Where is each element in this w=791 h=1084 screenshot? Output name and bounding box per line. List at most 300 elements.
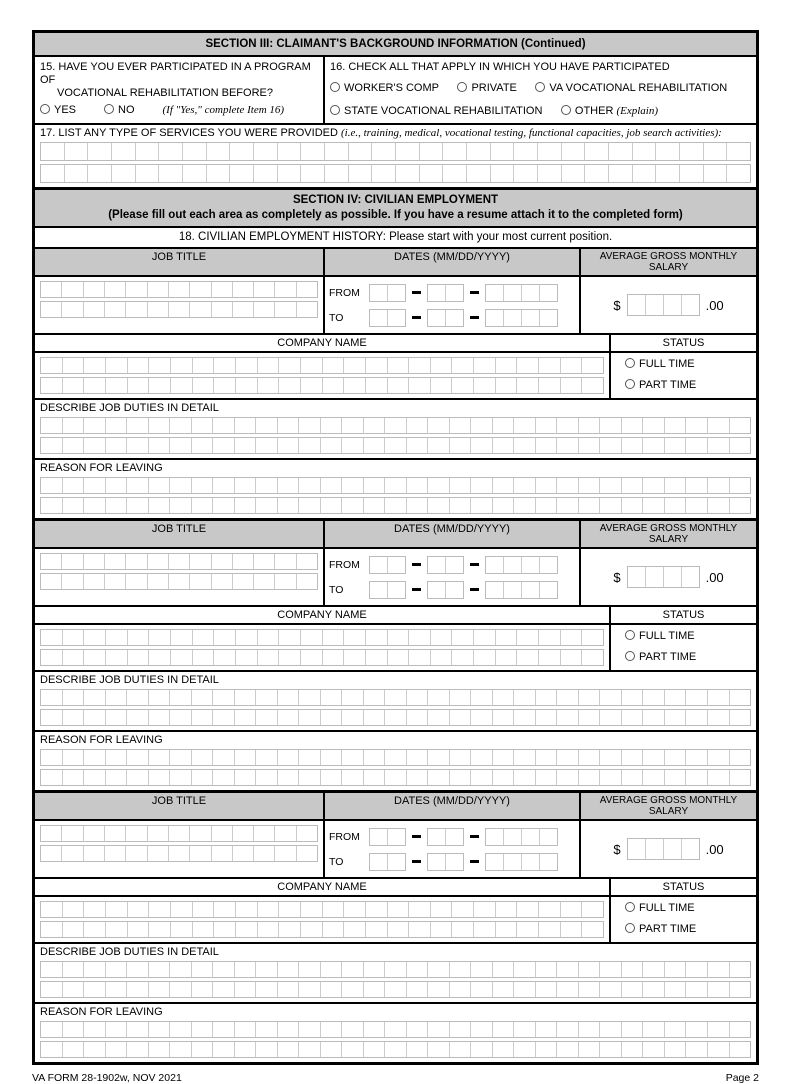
radio-icon[interactable]: [625, 651, 635, 661]
comb-cell[interactable]: [557, 962, 579, 977]
comb-cell[interactable]: [420, 165, 444, 182]
comb-cell[interactable]: [192, 710, 214, 725]
comb-cell[interactable]: [256, 690, 278, 705]
comb-cell[interactable]: [256, 750, 278, 765]
comb-cell[interactable]: [256, 418, 278, 433]
comb-cell[interactable]: [450, 478, 472, 493]
comb-cell[interactable]: [41, 418, 63, 433]
comb-cell[interactable]: [493, 478, 515, 493]
comb-cell[interactable]: [84, 554, 105, 569]
comb-cell[interactable]: [41, 302, 62, 317]
comb-cell[interactable]: [84, 770, 106, 785]
comb-cell[interactable]: [41, 750, 63, 765]
comb-cell[interactable]: [275, 302, 296, 317]
comb-cell[interactable]: [254, 826, 275, 841]
comb-cell[interactable]: [471, 478, 493, 493]
comb-cell[interactable]: [148, 574, 169, 589]
comb-cell[interactable]: [258, 902, 280, 917]
comb-cell[interactable]: [192, 498, 214, 513]
comb-cell[interactable]: [557, 498, 579, 513]
comb-cell[interactable]: [536, 438, 558, 453]
comb-cell[interactable]: [62, 302, 83, 317]
comb-cell[interactable]: [149, 418, 171, 433]
comb-cell[interactable]: [496, 650, 518, 665]
comb-cell[interactable]: [106, 770, 128, 785]
comb-cell[interactable]: [582, 358, 603, 373]
job-1-status-full-time[interactable]: [625, 358, 756, 370]
comb-cell[interactable]: [170, 982, 192, 997]
comb-cell[interactable]: [128, 358, 150, 373]
comb-cell[interactable]: [388, 854, 405, 870]
comb-cell[interactable]: [579, 710, 601, 725]
comb-cell[interactable]: [106, 1042, 128, 1057]
comb-cell[interactable]: [366, 922, 388, 937]
comb-cell[interactable]: [452, 630, 474, 645]
job-2-salary-input[interactable]: [627, 566, 700, 588]
comb-cell[interactable]: [256, 478, 278, 493]
comb-cell[interactable]: [170, 1042, 192, 1057]
comb-cell[interactable]: [686, 982, 708, 997]
comb-cell[interactable]: [656, 143, 680, 160]
comb-cell[interactable]: [275, 846, 296, 861]
comb-cell[interactable]: [41, 846, 62, 861]
comb-cell[interactable]: [258, 922, 280, 937]
comb-cell[interactable]: [409, 922, 431, 937]
comb-cell[interactable]: [366, 650, 388, 665]
comb-cell[interactable]: [493, 770, 515, 785]
comb-cell[interactable]: [192, 438, 214, 453]
comb-cell[interactable]: [496, 902, 518, 917]
comb-cell[interactable]: [254, 282, 275, 297]
comb-cell[interactable]: [643, 418, 665, 433]
comb-cell[interactable]: [171, 902, 193, 917]
comb-cell[interactable]: [301, 143, 325, 160]
comb-cell[interactable]: [84, 710, 106, 725]
comb-cell[interactable]: [41, 962, 63, 977]
comb-cell[interactable]: [514, 750, 536, 765]
comb-cell[interactable]: [193, 378, 215, 393]
comb-cell[interactable]: [342, 710, 364, 725]
comb-cell[interactable]: [364, 1042, 386, 1057]
comb-cell[interactable]: [370, 285, 388, 301]
comb-cell[interactable]: [514, 143, 538, 160]
comb-cell[interactable]: [388, 829, 405, 845]
comb-cell[interactable]: [385, 1042, 407, 1057]
comb-cell[interactable]: [63, 770, 85, 785]
comb-cell[interactable]: [279, 650, 301, 665]
comb-cell[interactable]: [514, 418, 536, 433]
comb-cell[interactable]: [84, 982, 106, 997]
date-from-month[interactable]: [369, 284, 406, 302]
comb-cell[interactable]: [420, 143, 444, 160]
comb-cell[interactable]: [557, 982, 579, 997]
comb-cell[interactable]: [388, 358, 410, 373]
comb-cell[interactable]: [84, 438, 106, 453]
comb-cell[interactable]: [388, 557, 405, 573]
comb-cell[interactable]: [63, 418, 85, 433]
comb-cell[interactable]: [84, 690, 106, 705]
comb-cell[interactable]: [665, 710, 687, 725]
comb-cell[interactable]: [344, 630, 366, 645]
comb-cell[interactable]: [149, 1042, 171, 1057]
comb-cell[interactable]: [409, 358, 431, 373]
comb-cell[interactable]: [149, 962, 171, 977]
comb-cell[interactable]: [517, 378, 539, 393]
comb-cell[interactable]: [63, 690, 85, 705]
comb-cell[interactable]: [258, 358, 280, 373]
comb-cell[interactable]: [213, 770, 235, 785]
comb-cell[interactable]: [686, 498, 708, 513]
comb-cell[interactable]: [665, 982, 687, 997]
job-2-job-title-row-2[interactable]: [40, 573, 318, 590]
comb-cell[interactable]: [540, 854, 557, 870]
comb-cell[interactable]: [233, 826, 254, 841]
comb-cell[interactable]: [409, 902, 431, 917]
comb-cell[interactable]: [321, 690, 343, 705]
comb-cell[interactable]: [450, 962, 472, 977]
comb-cell[interactable]: [256, 438, 278, 453]
comb-cell[interactable]: [323, 922, 345, 937]
comb-cell[interactable]: [235, 982, 257, 997]
comb-cell[interactable]: [63, 438, 85, 453]
comb-cell[interactable]: [171, 650, 193, 665]
comb-cell[interactable]: [105, 574, 126, 589]
comb-cell[interactable]: [170, 690, 192, 705]
job-1-duties-row-2[interactable]: [40, 437, 751, 454]
comb-cell[interactable]: [680, 143, 704, 160]
comb-cell[interactable]: [278, 750, 300, 765]
comb-cell[interactable]: [493, 1042, 515, 1057]
comb-cell[interactable]: [84, 498, 106, 513]
job-1-salary-input[interactable]: [627, 294, 700, 316]
comb-cell[interactable]: [41, 650, 63, 665]
comb-cell[interactable]: [486, 582, 504, 598]
comb-cell[interactable]: [63, 498, 85, 513]
comb-cell[interactable]: [127, 498, 149, 513]
job-1-company-name-row-2[interactable]: [40, 377, 604, 394]
comb-cell[interactable]: [633, 143, 657, 160]
comb-cell[interactable]: [149, 438, 171, 453]
comb-cell[interactable]: [388, 650, 410, 665]
comb-cell[interactable]: [127, 750, 149, 765]
comb-cell[interactable]: [63, 378, 85, 393]
comb-cell[interactable]: [41, 690, 63, 705]
comb-cell[interactable]: [65, 165, 89, 182]
job-2-company-name-row-2[interactable]: [40, 649, 604, 666]
comb-cell[interactable]: [536, 1022, 558, 1037]
comb-cell[interactable]: [213, 962, 235, 977]
comb-cell[interactable]: [643, 1042, 665, 1057]
comb-cell[interactable]: [128, 630, 150, 645]
comb-cell[interactable]: [63, 478, 85, 493]
comb-cell[interactable]: [149, 710, 171, 725]
comb-cell[interactable]: [169, 846, 190, 861]
comb-cell[interactable]: [443, 165, 467, 182]
comb-cell[interactable]: [493, 710, 515, 725]
item17-input-row-2[interactable]: [40, 164, 751, 183]
comb-cell[interactable]: [385, 438, 407, 453]
comb-cell[interactable]: [407, 770, 429, 785]
comb-cell[interactable]: [370, 557, 388, 573]
comb-cell[interactable]: [342, 962, 364, 977]
comb-cell[interactable]: [622, 982, 644, 997]
comb-cell[interactable]: [366, 630, 388, 645]
comb-cell[interactable]: [342, 418, 364, 433]
comb-cell[interactable]: [579, 1042, 601, 1057]
comb-cell[interactable]: [342, 1022, 364, 1037]
comb-cell[interactable]: [409, 378, 431, 393]
comb-cell[interactable]: [193, 922, 215, 937]
comb-cell[interactable]: [278, 165, 302, 182]
comb-cell[interactable]: [41, 922, 63, 937]
comb-cell[interactable]: [256, 710, 278, 725]
comb-cell[interactable]: [212, 554, 233, 569]
comb-cell[interactable]: [149, 922, 171, 937]
comb-cell[interactable]: [385, 478, 407, 493]
comb-cell[interactable]: [235, 690, 257, 705]
comb-cell[interactable]: [665, 962, 687, 977]
comb-cell[interactable]: [342, 438, 364, 453]
comb-cell[interactable]: [301, 902, 323, 917]
comb-cell[interactable]: [106, 902, 128, 917]
comb-cell[interactable]: [704, 165, 728, 182]
comb-cell[interactable]: [126, 826, 147, 841]
comb-cell[interactable]: [665, 750, 687, 765]
comb-cell[interactable]: [622, 710, 644, 725]
comb-cell[interactable]: [148, 282, 169, 297]
comb-cell[interactable]: [579, 750, 601, 765]
comb-cell[interactable]: [41, 1022, 63, 1037]
comb-cell[interactable]: [582, 922, 603, 937]
item15-no-option[interactable]: [104, 104, 135, 116]
comb-cell[interactable]: [522, 854, 540, 870]
comb-cell[interactable]: [321, 710, 343, 725]
comb-cell[interactable]: [557, 1022, 579, 1037]
comb-cell[interactable]: [708, 1022, 730, 1037]
comb-cell[interactable]: [84, 922, 106, 937]
comb-cell[interactable]: [665, 1022, 687, 1037]
comb-cell[interactable]: [258, 630, 280, 645]
comb-cell[interactable]: [514, 478, 536, 493]
comb-cell[interactable]: [496, 630, 518, 645]
comb-cell[interactable]: [539, 902, 561, 917]
comb-cell[interactable]: [431, 630, 453, 645]
comb-cell[interactable]: [708, 418, 730, 433]
comb-cell[interactable]: [557, 478, 579, 493]
date-from-day[interactable]: [427, 556, 464, 574]
comb-cell[interactable]: [364, 770, 386, 785]
job-1-job-title-row-2[interactable]: [40, 301, 318, 318]
comb-cell[interactable]: [278, 690, 300, 705]
comb-cell[interactable]: [452, 902, 474, 917]
job-1-reason-row-1[interactable]: [40, 477, 751, 494]
date-from-year[interactable]: [485, 828, 558, 846]
comb-cell[interactable]: [474, 922, 496, 937]
comb-cell[interactable]: [385, 1022, 407, 1037]
comb-cell[interactable]: [342, 478, 364, 493]
comb-cell[interactable]: [84, 302, 105, 317]
comb-cell[interactable]: [349, 143, 373, 160]
comb-cell[interactable]: [299, 418, 321, 433]
job-1-reason-row-2[interactable]: [40, 497, 751, 514]
comb-cell[interactable]: [297, 282, 317, 297]
comb-cell[interactable]: [579, 498, 601, 513]
comb-cell[interactable]: [88, 165, 112, 182]
comb-cell[interactable]: [474, 650, 496, 665]
comb-cell[interactable]: [213, 690, 235, 705]
comb-cell[interactable]: [170, 1022, 192, 1037]
comb-cell[interactable]: [446, 829, 463, 845]
comb-cell[interactable]: [467, 165, 491, 182]
comb-cell[interactable]: [370, 582, 388, 598]
comb-cell[interactable]: [169, 554, 190, 569]
comb-cell[interactable]: [254, 846, 275, 861]
date-to-month[interactable]: [369, 309, 406, 327]
comb-cell[interactable]: [643, 750, 665, 765]
comb-cell[interactable]: [536, 770, 558, 785]
comb-cell[interactable]: [106, 630, 128, 645]
comb-cell[interactable]: [207, 143, 231, 160]
comb-cell[interactable]: [279, 630, 301, 645]
job-3-duties-row-1[interactable]: [40, 961, 751, 978]
comb-cell[interactable]: [557, 750, 579, 765]
comb-cell[interactable]: [321, 982, 343, 997]
comb-cell[interactable]: [562, 143, 586, 160]
comb-cell[interactable]: [84, 962, 106, 977]
comb-cell[interactable]: [622, 1022, 644, 1037]
comb-cell[interactable]: [450, 750, 472, 765]
comb-cell[interactable]: [407, 1042, 429, 1057]
comb-cell[interactable]: [41, 282, 62, 297]
comb-cell[interactable]: [622, 690, 644, 705]
comb-cell[interactable]: [297, 846, 317, 861]
comb-cell[interactable]: [84, 750, 106, 765]
comb-cell[interactable]: [504, 854, 522, 870]
comb-cell[interactable]: [299, 478, 321, 493]
comb-cell[interactable]: [504, 285, 522, 301]
comb-cell[interactable]: [493, 750, 515, 765]
comb-cell[interactable]: [388, 378, 410, 393]
comb-cell[interactable]: [730, 770, 751, 785]
comb-cell[interactable]: [112, 143, 136, 160]
comb-cell[interactable]: [628, 295, 646, 315]
comb-cell[interactable]: [600, 690, 622, 705]
comb-cell[interactable]: [256, 1042, 278, 1057]
comb-cell[interactable]: [236, 650, 258, 665]
comb-cell[interactable]: [193, 902, 215, 917]
comb-cell[interactable]: [127, 690, 149, 705]
comb-cell[interactable]: [84, 630, 106, 645]
date-to-year[interactable]: [485, 853, 558, 871]
radio-icon[interactable]: [330, 82, 340, 92]
comb-cell[interactable]: [275, 282, 296, 297]
comb-cell[interactable]: [522, 310, 540, 326]
comb-cell[interactable]: [446, 310, 463, 326]
comb-cell[interactable]: [106, 650, 128, 665]
comb-cell[interactable]: [407, 710, 429, 725]
comb-cell[interactable]: [686, 1022, 708, 1037]
date-to-day[interactable]: [427, 309, 464, 327]
comb-cell[interactable]: [41, 982, 63, 997]
comb-cell[interactable]: [536, 750, 558, 765]
comb-cell[interactable]: [471, 1022, 493, 1037]
comb-cell[interactable]: [299, 1042, 321, 1057]
comb-cell[interactable]: [193, 650, 215, 665]
comb-cell[interactable]: [643, 438, 665, 453]
comb-cell[interactable]: [471, 750, 493, 765]
job-3-job-title-row-1[interactable]: [40, 825, 318, 842]
comb-cell[interactable]: [236, 358, 258, 373]
comb-cell[interactable]: [105, 282, 126, 297]
comb-cell[interactable]: [364, 1022, 386, 1037]
comb-cell[interactable]: [582, 650, 603, 665]
comb-cell[interactable]: [63, 630, 85, 645]
comb-cell[interactable]: [214, 650, 236, 665]
comb-cell[interactable]: [41, 554, 62, 569]
comb-cell[interactable]: [126, 302, 147, 317]
comb-cell[interactable]: [600, 710, 622, 725]
comb-cell[interactable]: [41, 574, 62, 589]
comb-cell[interactable]: [190, 554, 211, 569]
comb-cell[interactable]: [452, 650, 474, 665]
comb-cell[interactable]: [686, 770, 708, 785]
comb-cell[interactable]: [727, 165, 750, 182]
comb-cell[interactable]: [254, 143, 278, 160]
comb-cell[interactable]: [600, 478, 622, 493]
comb-cell[interactable]: [385, 750, 407, 765]
comb-cell[interactable]: [256, 1022, 278, 1037]
comb-cell[interactable]: [407, 1022, 429, 1037]
comb-cell[interactable]: [212, 302, 233, 317]
comb-cell[interactable]: [278, 770, 300, 785]
comb-cell[interactable]: [84, 1022, 106, 1037]
comb-cell[interactable]: [407, 750, 429, 765]
comb-cell[interactable]: [561, 630, 583, 645]
comb-cell[interactable]: [323, 378, 345, 393]
comb-cell[interactable]: [536, 962, 558, 977]
comb-cell[interactable]: [321, 962, 343, 977]
comb-cell[interactable]: [609, 143, 633, 160]
job-3-company-name-row-2[interactable]: [40, 921, 604, 938]
comb-cell[interactable]: [41, 498, 63, 513]
comb-cell[interactable]: [450, 1022, 472, 1037]
comb-cell[interactable]: [428, 557, 446, 573]
comb-cell[interactable]: [321, 418, 343, 433]
item16-option-state-voc-rehab[interactable]: [330, 105, 542, 117]
comb-cell[interactable]: [622, 478, 644, 493]
comb-cell[interactable]: [579, 690, 601, 705]
comb-cell[interactable]: [474, 902, 496, 917]
comb-cell[interactable]: [275, 574, 296, 589]
job-1-status-part-time[interactable]: [625, 379, 756, 391]
comb-cell[interactable]: [190, 846, 211, 861]
comb-cell[interactable]: [233, 554, 254, 569]
comb-cell[interactable]: [396, 165, 420, 182]
radio-icon[interactable]: [535, 82, 545, 92]
comb-cell[interactable]: [278, 982, 300, 997]
comb-cell[interactable]: [230, 143, 254, 160]
comb-cell[interactable]: [235, 478, 257, 493]
comb-cell[interactable]: [536, 690, 558, 705]
comb-cell[interactable]: [557, 418, 579, 433]
comb-cell[interactable]: [213, 478, 235, 493]
comb-cell[interactable]: [643, 710, 665, 725]
comb-cell[interactable]: [540, 829, 557, 845]
comb-cell[interactable]: [514, 1022, 536, 1037]
comb-cell[interactable]: [428, 1042, 450, 1057]
comb-cell[interactable]: [730, 498, 751, 513]
comb-cell[interactable]: [106, 478, 128, 493]
